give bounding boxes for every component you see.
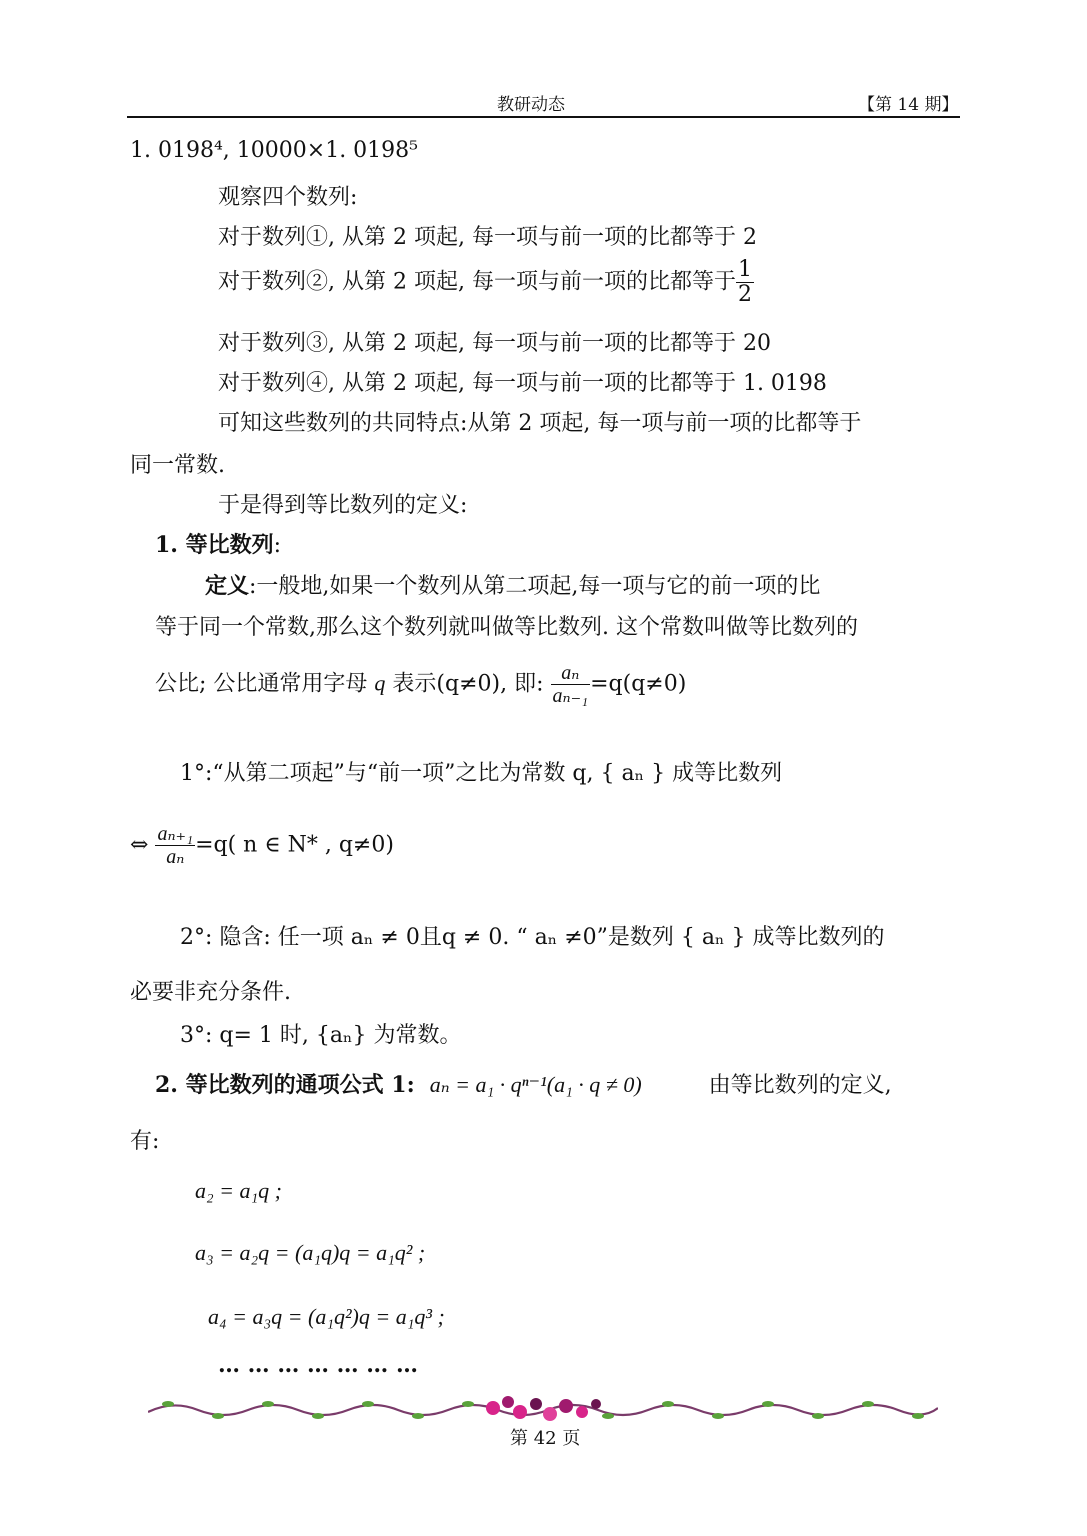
- recurrence-condition: =q( n ∈ N* , q≠0): [195, 832, 394, 858]
- general-term-formula: aₙ = a₁ · qⁿ⁻¹(a₁ · q ≠ 0): [429, 1072, 642, 1097]
- leaf: [362, 1401, 374, 1407]
- section-2-definition-ref: 由等比数列的定义,: [708, 1073, 892, 1098]
- flower-icon: [502, 1396, 514, 1408]
- flower-icon: [576, 1406, 588, 1418]
- note-3: 3°: q= 1 时, {aₙ} 为常数。: [180, 1023, 462, 1048]
- definition-label: 定义: [205, 573, 250, 599]
- section-1-title: 1. 等比数列: [155, 532, 274, 558]
- section-2-heading: [155, 1068, 892, 1099]
- line-seq1: 对于数列①, 从第 2 项起, 每一项与前一项的比都等于 2: [218, 225, 757, 250]
- header-issue: 【第 14 期】: [858, 95, 959, 115]
- leaf: [762, 1401, 774, 1407]
- leaf: [162, 1401, 174, 1407]
- section-1-colon: :: [273, 533, 282, 558]
- leaf: [912, 1413, 924, 1419]
- leaf: [462, 1401, 474, 1407]
- flower-icon: [559, 1399, 573, 1413]
- line-seq2-text: 对于数列②, 从第 2 项起, 每一项与前一项的比都等于: [218, 269, 736, 295]
- line-common-constant: 同一常数.: [130, 453, 225, 478]
- leaf: [212, 1413, 224, 1419]
- ratio-denominator: aₙ₋₁: [552, 685, 589, 707]
- recurrence-denominator: aₙ: [166, 846, 185, 868]
- definition-line-1: [205, 569, 820, 600]
- recurrence-fraction: [155, 823, 195, 868]
- ratio-numerator: aₙ: [551, 662, 591, 685]
- line-seq2: [218, 258, 754, 307]
- leaf: [412, 1413, 424, 1419]
- equivalence-arrow: ⇔: [130, 832, 149, 858]
- note-2: 2°: 隐含: 任一项 aₙ ≠ 0且q ≠ 0. “ aₙ ≠0”是数列 { aₙ } 成等比数列的: [180, 925, 885, 950]
- leaf: [662, 1401, 674, 1407]
- line-definition-intro: 于是得到等比数列的定义:: [218, 493, 468, 518]
- equation-a2: a₂ = a₁q ;: [195, 1178, 282, 1203]
- ratio-equals-q: =q(q≠0): [590, 671, 687, 697]
- leaf: [312, 1413, 324, 1419]
- line-seq4: 对于数列④, 从第 2 项起, 每一项与前一项的比都等于 1. 0198: [218, 371, 827, 396]
- definition-text: :一般地,如果一个数列从第二项起,每一项与它的前一项的比: [249, 574, 821, 599]
- line-observe: 观察四个数列:: [218, 185, 358, 210]
- fraction-half: [736, 258, 754, 307]
- q-symbol: q: [374, 670, 386, 696]
- equation-a3: a₃ = a₂q = (a₁q)q = a₁q² ;: [195, 1240, 426, 1265]
- flower-icon: [530, 1398, 542, 1410]
- leaf: [602, 1413, 614, 1419]
- section-2-title: 2. 等比数列的通项公式 1:: [155, 1072, 415, 1098]
- ellipsis-row: … … … … … … …: [218, 1352, 418, 1378]
- line-common-feature: 可知这些数列的共同特点:从第 2 项起, 每一项与前一项的比都等于: [218, 411, 862, 436]
- ratio-fraction: [551, 662, 591, 707]
- note-1: 1°:“从第二项起”与“前一项”之比为常数 q, { aₙ } 成等比数列: [180, 761, 783, 786]
- leaf: [862, 1401, 874, 1407]
- note-2-condition: 必要非充分条件.: [130, 980, 291, 1005]
- section-1-heading: [155, 528, 281, 559]
- flower-icon: [486, 1401, 500, 1415]
- flower-icon: [591, 1399, 601, 1409]
- vine-leaves: [162, 1401, 924, 1419]
- equation-a4: a₄ = a₃q = (a₁q²)q = a₁q³ ;: [208, 1304, 445, 1329]
- leaf: [812, 1413, 824, 1419]
- recurrence-numerator: aₙ₊₁: [157, 823, 194, 845]
- page-number: 第 42 页: [510, 1428, 581, 1449]
- line-powers: 1. 0198⁴, 10000×1. 0198⁵: [130, 138, 418, 163]
- note-1-equivalence: [130, 823, 394, 868]
- flower-icon: [513, 1405, 527, 1419]
- line-seq3: 对于数列③, 从第 2 项起, 每一项与前一项的比都等于 20: [218, 331, 771, 356]
- definition-ratio-mid: 表示(q≠0), 即:: [392, 671, 544, 697]
- definition-line-3: [155, 662, 686, 707]
- definition-ratio-text: 公比; 公比通常用字母: [155, 671, 368, 697]
- definition-line-2: 等于同一个常数,那么这个数列就叫做等比数列. 这个常数叫做等比数列的: [155, 615, 858, 640]
- decorative-vine: [148, 1392, 938, 1426]
- section-2-have: 有:: [130, 1129, 160, 1154]
- leaf: [262, 1401, 274, 1407]
- flower-cluster: [486, 1396, 601, 1421]
- fraction-numerator: 1: [737, 257, 752, 282]
- header-title: 教研动态: [497, 95, 565, 115]
- flower-icon: [543, 1407, 557, 1421]
- header-rule: [127, 116, 960, 118]
- fraction-denominator: 2: [737, 282, 752, 308]
- leaf: [712, 1413, 724, 1419]
